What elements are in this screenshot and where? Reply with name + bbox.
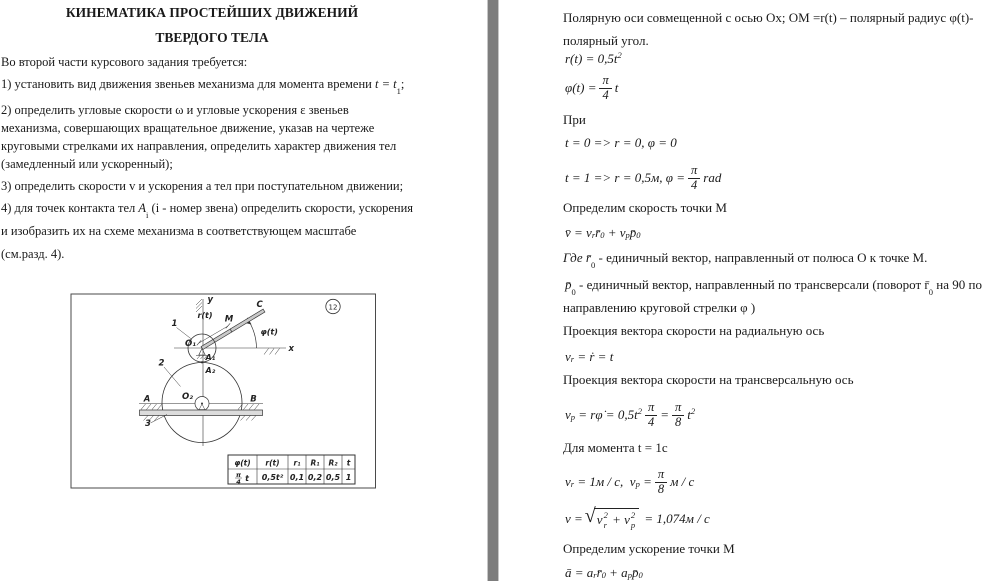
fraction: [655, 468, 667, 495]
formula-text: ā = a: [565, 565, 594, 580]
bar-link-3: [140, 410, 263, 416]
superscript: 2: [617, 49, 622, 60]
formula-acceleration-vector: [565, 564, 643, 582]
task-4-text: 4) для точек контакта тел: [1, 201, 139, 215]
formula-text: v =: [565, 510, 583, 526]
x-axis-label: x: [288, 344, 294, 354]
subscript: p: [630, 519, 636, 530]
superscript: 2: [637, 405, 642, 416]
formula-text: =: [660, 407, 669, 422]
see-reference: (см.разд. 4).: [1, 247, 65, 261]
subscript: 0: [638, 569, 643, 580]
table-header: φ(t): [234, 458, 251, 468]
fraction: [672, 401, 684, 428]
fraction-denominator: 4: [647, 414, 655, 429]
task-item-4-line2: и изобразить их на схеме механизма в соответствующем масштабе: [1, 224, 357, 238]
table-cell: 0,1: [289, 473, 305, 482]
polar-intro-paragraph: [563, 6, 973, 52]
formula-vr: [565, 348, 613, 366]
formula-text: t: [614, 80, 619, 95]
subscript: r: [603, 519, 607, 530]
formula-vr-vp-values: [565, 466, 694, 498]
formula-text: + v: [604, 225, 626, 240]
hub-O2-center: [201, 403, 203, 405]
superscript: 2: [603, 510, 608, 520]
fraction: [688, 164, 700, 191]
mechanism-figure: [70, 293, 377, 489]
task-item-2: [1, 101, 396, 173]
fraction-denominator: 8: [675, 414, 682, 429]
table-cell: 0,5t²: [261, 473, 284, 482]
table-cell: 1: [345, 473, 352, 482]
table-cell: 0,2: [307, 473, 323, 482]
paragraph-line: полярный угол.: [563, 33, 649, 48]
task-2-line: круговыми стрелками их направления, определить характер движения тел: [1, 139, 397, 153]
heading-transversal-projection: Проекция вектора скорости на трансверсальную ось: [563, 372, 854, 387]
link-3-label: 3: [145, 419, 151, 429]
phi-angle-arc: [249, 321, 257, 349]
fraction-denominator: 4: [602, 87, 609, 102]
heading-radial-projection: Проекция вектора скорости на радиальную ось: [563, 323, 825, 338]
task-item-4: [1, 201, 414, 220]
formula-text: p̄: [629, 225, 637, 240]
formula-text: v: [565, 474, 571, 489]
center-O1-label: O₁: [185, 339, 196, 349]
radical-sign: √: [584, 505, 596, 527]
formula-text: = 1,074м / с: [641, 510, 710, 526]
task-2-line: 2) определить угловые скорости ω и угловые ускорения ε звеньев: [1, 103, 349, 117]
fraction: [599, 74, 611, 101]
table-cell-frac-num: π: [235, 471, 242, 479]
subscript: r: [570, 353, 575, 364]
formula-text: rad: [703, 170, 722, 185]
phi-angle-label: φ(t): [260, 327, 278, 337]
subscript: p: [635, 478, 640, 489]
heading-moment-t1: Для момента t = 1c: [563, 440, 668, 455]
intro-paragraph: Во второй части курсового задания требуется:: [1, 55, 248, 69]
formula-text: r(t) = 0,5t: [565, 51, 618, 66]
point-B-label: B: [250, 394, 257, 405]
formula-text: +: [608, 512, 625, 527]
figure-parameter-table: [228, 455, 355, 486]
x-axis-hatching: [264, 349, 280, 355]
sup-sub-stack: [631, 511, 635, 529]
where-p0-line: [565, 277, 982, 297]
text: - единичный вектор, направленный по трансверсали (поворот r̄: [575, 277, 929, 292]
formula-text: =: [639, 474, 652, 489]
left-page: [0, 0, 487, 581]
heading-acceleration: Определим ускорение точки М: [563, 541, 735, 556]
subscript: p: [627, 569, 632, 580]
formula-text: = ṙ = t: [574, 349, 614, 364]
fraction-numerator: π: [645, 401, 657, 415]
pri-label: При: [563, 112, 586, 127]
right-page: [499, 0, 1000, 581]
point-M-label: M: [224, 314, 234, 325]
fraction-numerator: π: [672, 401, 684, 415]
text: - единичный вектор, направленный от полюса О к точке М.: [595, 250, 928, 265]
fraction-denominator: 8: [657, 481, 665, 496]
formula-text: v̄ = v: [565, 225, 592, 240]
table-header: R₁: [310, 458, 320, 468]
formula-text: t = 1 => r = 0,5м, φ =: [565, 170, 686, 185]
formula-text: = rφ̇ = 0,5t: [575, 407, 638, 422]
task-1-subscript: 1: [396, 85, 401, 96]
subscript: p: [625, 229, 630, 240]
y-axis-label: y: [207, 295, 214, 305]
fraction: [645, 401, 657, 428]
radicand: [594, 508, 639, 529]
formula-text: + a: [605, 565, 628, 580]
subscript: 0: [636, 229, 641, 240]
formula-text: v: [565, 407, 571, 422]
fraction-numerator: π: [655, 468, 667, 482]
sup-sub-stack: [604, 511, 608, 529]
formula-text: φ(t) =: [565, 80, 597, 95]
table-header: r(t): [265, 458, 280, 468]
formula-text: v: [596, 512, 603, 527]
fraction-numerator: π: [599, 74, 611, 88]
link-1-label: 1: [171, 319, 178, 329]
rt-dimension-tick: [197, 340, 201, 345]
where-p0-line2: направлению круговой стрелки φ ): [563, 300, 756, 315]
superscript: 2: [690, 405, 696, 416]
point-A-label: A: [143, 394, 151, 405]
formula-r-of-t: [565, 50, 622, 68]
formula-text: v: [624, 512, 630, 527]
formula-text: t: [687, 407, 691, 422]
page-divider: [487, 0, 499, 581]
task-2-line: механизма, совершающих вращательное движение, указав на чертеже: [1, 121, 375, 135]
formula-vp: [565, 399, 695, 431]
pivot-O1: [199, 349, 205, 356]
task-1-punct: ;: [400, 77, 405, 91]
square-root: [585, 507, 639, 530]
subscript: 0: [928, 286, 934, 297]
task-2-line: (замедленный или ускоренный);: [1, 157, 173, 171]
document-title-line1: КИНЕМАТИКА ПРОСТЕЙШИХ ДВИЖЕНИЙ: [65, 5, 359, 20]
table-cell: 0,5: [325, 473, 341, 482]
table-cell-frac-tail: t: [245, 474, 249, 483]
subscript: 0: [571, 286, 576, 297]
subscript: 0: [601, 569, 606, 580]
where-r0-line: [563, 250, 928, 270]
formula-text: м / с: [670, 474, 695, 489]
task-1-var: t = t: [374, 77, 397, 91]
point-A2-label: A₂: [205, 366, 216, 375]
table-header: r₁: [293, 458, 301, 468]
table-header: t: [346, 458, 351, 468]
task-item-3: 3) определить скорости v и ускорения а тел при поступательном движении;: [1, 179, 404, 193]
formula-text: v: [565, 349, 571, 364]
formula-t0: [565, 134, 677, 152]
table-cell-frac-den: 4: [236, 478, 241, 486]
point-C-label: C: [256, 300, 263, 310]
formula-v-total: [565, 502, 710, 535]
subscript: r: [570, 478, 575, 489]
table-header: R₂: [328, 458, 338, 468]
heading-speed: Определим скорость точки М: [563, 200, 727, 215]
point-A1-label: A₁: [205, 353, 216, 362]
text: на 90 по: [933, 277, 982, 292]
formula-text: r̄: [595, 225, 601, 240]
subscript: 0: [590, 259, 596, 270]
figure-number: 12: [328, 303, 338, 312]
vector-symbol: p̄: [565, 277, 572, 292]
paragraph-line: Полярную оси совмещенной с осью Ox; ОМ =r(t) – полярный радиус φ(t)-: [563, 10, 974, 25]
subscript: r: [591, 229, 596, 240]
link-2-label: 2: [158, 358, 165, 369]
vector-symbol: Где r̄: [563, 250, 591, 265]
rt-dimension-label: r(t): [197, 311, 213, 320]
link-1-leader: [177, 328, 193, 340]
formula-t1: [565, 162, 721, 194]
formula-text: p̄: [631, 565, 639, 580]
fraction-denominator: 4: [691, 177, 698, 192]
document-title-line2: ТВЕРДОГО ТЕЛА: [155, 30, 269, 45]
task-4-text2: (i - номер звена) определить скорости, ускорения: [148, 201, 414, 215]
task-4-var: А: [138, 201, 147, 215]
formula-text: t = 0 => r = 0, φ = 0: [565, 135, 677, 150]
center-O2-label: O₂: [182, 392, 193, 402]
formula-velocity-vector: [565, 224, 640, 242]
task-item-1: [1, 77, 405, 96]
task-1-text: 1) установить вид движения звеньев механизма для момента времени: [1, 77, 375, 91]
fraction-numerator: π: [688, 164, 700, 178]
formula-phi-of-t: [565, 72, 618, 104]
task-4-subscript: i: [146, 209, 149, 220]
subscript: r: [593, 569, 597, 580]
superscript: 2: [630, 510, 636, 520]
subscript: 0: [600, 229, 605, 240]
formula-text: = 1м / с, v: [574, 474, 636, 489]
formula-text: r̄: [596, 565, 602, 580]
subscript: p: [570, 411, 576, 422]
